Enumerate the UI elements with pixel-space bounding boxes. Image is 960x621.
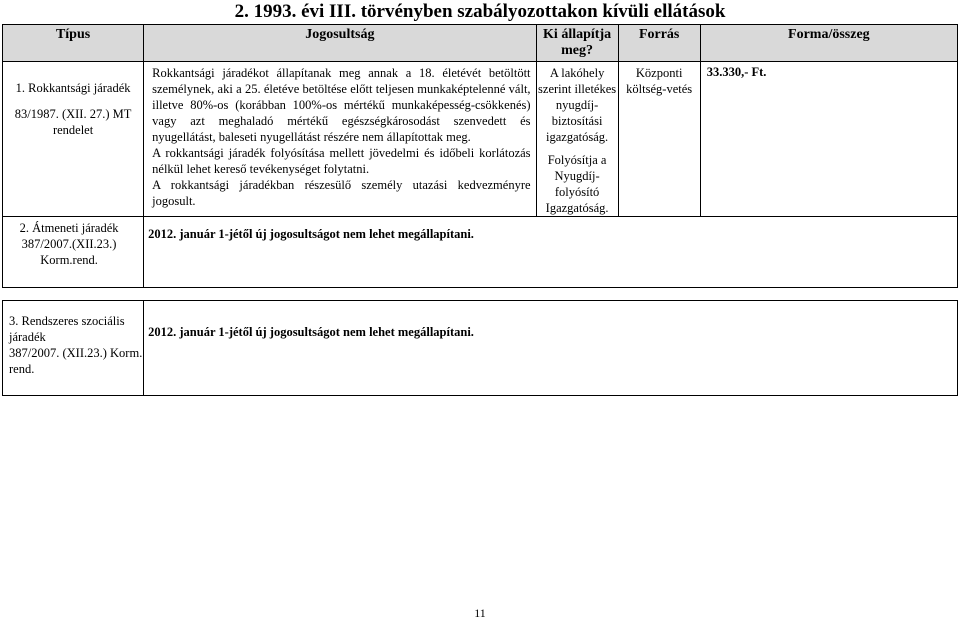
type-name: 1. Rokkantsági járadék bbox=[15, 81, 131, 95]
header-right: Jogosultság bbox=[144, 25, 536, 62]
benefits-table bbox=[2, 24, 958, 396]
table-row bbox=[3, 217, 958, 288]
header-amount: Forma/összeg bbox=[700, 25, 957, 62]
header-source: Forrás bbox=[618, 25, 700, 62]
disbursement-text: Folyósítja a Nyugdíj-folyósító Igazgatóság. bbox=[545, 153, 609, 215]
authority-text: A lakóhely szerint illetékes nyugdíj-biztosítási igazgatóság. bbox=[538, 66, 617, 144]
header-type: Típus bbox=[3, 25, 144, 62]
page-number: 11 bbox=[474, 606, 486, 620]
entitlement-paragraph: Rokkantsági járadékot állapítanak meg annak a 18. életévét betöltött személynek, aki a 25. életéve betöltése előtt teljesen munkaképtelenné vált, illetve 80%-os (korábban 100%-os mértékű munkaképesség-csökkenés) vagy azt meghaladó mértékű egészségkárosodást szenvedett és nyugellátást, baleseti nyugellátást részére nem állapítottak meg. bbox=[152, 66, 531, 144]
type-reference: 387/2007. (XII.23.) Korm. rend. bbox=[9, 346, 143, 376]
type-name: 3. Rendszeres szociális járadék bbox=[9, 314, 125, 344]
notice-cell: 2012. január 1-jétől új jogosultságot nem lehet megállapítani. bbox=[144, 301, 958, 396]
source-cell: Központi költség-vetés bbox=[618, 62, 700, 217]
type-cell bbox=[3, 301, 144, 396]
type-name: 2. Átmeneti járadék bbox=[19, 221, 119, 235]
type-cell bbox=[3, 62, 144, 217]
table-header-row bbox=[3, 25, 958, 62]
authority-cell bbox=[536, 62, 618, 217]
amount-cell: 33.330,- Ft. bbox=[700, 62, 957, 217]
entitlement-paragraph: A rokkantsági járadék folyósítása mellett jövedelmi és időbeli korlátozás nélkül lehet kereső tevékenységet folytatni. bbox=[152, 146, 531, 176]
notice-cell: 2012. január 1-jétől új jogosultságot nem lehet megállapítani. bbox=[144, 217, 958, 288]
table-row bbox=[3, 301, 958, 396]
page-title: 2. 1993. évi III. törvényben szabályozottakon kívüli ellátások bbox=[234, 1, 726, 22]
header-office: Ki állapítja meg? bbox=[536, 25, 618, 62]
entitlement-paragraph: A rokkantsági járadékban részesülő személy utazási kedvezményre jogosult. bbox=[152, 178, 531, 208]
type-cell bbox=[3, 217, 144, 288]
spacer-row bbox=[3, 288, 958, 301]
type-reference: 83/1987. (XII. 27.) MT rendelet bbox=[14, 107, 132, 137]
table-row bbox=[3, 62, 958, 217]
entitlement-cell bbox=[144, 62, 536, 217]
type-reference: 387/2007.(XII.23.) Korm.rend. bbox=[21, 237, 117, 267]
spacer-cell bbox=[3, 288, 958, 301]
